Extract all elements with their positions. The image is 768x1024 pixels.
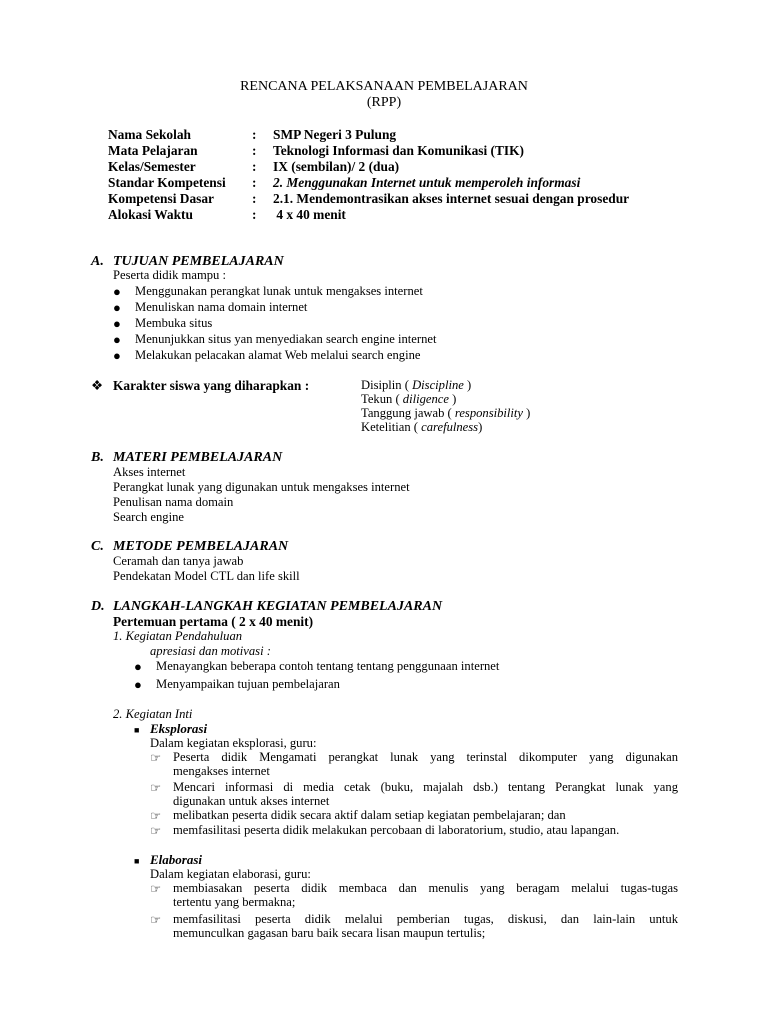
- section-letter: B.: [91, 450, 104, 465]
- info-colon: :: [252, 159, 257, 174]
- eksplorasi-heading: Eksplorasi: [150, 721, 208, 736]
- inti-title: 2. Kegiatan Inti: [113, 707, 193, 721]
- info-label: Alokasi Waktu: [108, 207, 193, 222]
- info-label: Kelas/Semester: [108, 159, 196, 174]
- section-title: MATERI PEMBELAJARAN: [113, 450, 283, 465]
- bullet-icon: ●: [113, 316, 121, 331]
- doc-subtitle: (RPP): [366, 95, 402, 110]
- pendahuluan-title: 1. Kegiatan Pendahuluan: [113, 629, 243, 643]
- bullet-icon: ●: [113, 332, 121, 347]
- square-bullet-icon: ■: [134, 856, 140, 866]
- list-item: ☞ Mencari informasi di media cetak (buku, majalah dsb.) tentang Perangkat lunak yang digunakan untuk akses internet: [150, 780, 678, 808]
- info-colon: :: [252, 175, 257, 190]
- info-label: Standar Kompetensi: [108, 175, 226, 190]
- info-label: Mata Pelajaran: [108, 143, 198, 158]
- list-item: ☞ melibatkan peserta didik secara aktif dalam setiap kegiatan pembelajaran; dan: [150, 808, 566, 823]
- list-item: ☞ memfasilitasi peserta didik melakukan percobaan di laboratorium, studio, atau lapangan.: [150, 823, 620, 838]
- section-letter: C.: [91, 539, 104, 554]
- bullet-icon: ●: [134, 659, 142, 674]
- pointing-hand-icon: ☞: [150, 882, 162, 896]
- list-item: ☞ memfasilitasi peserta didik melalui pemberian tugas, diskusi, dan lain-lain untuk memunculkan gagasan baru baik secara lisan maupun tertulis;: [150, 912, 678, 940]
- pointing-hand-icon: ☞: [150, 781, 162, 795]
- info-label: Kompetensi Dasar: [108, 191, 215, 206]
- bullet-icon: ●: [113, 284, 121, 299]
- info-value: 4 x 40 menit: [273, 207, 346, 222]
- section-letter: A.: [91, 254, 104, 269]
- info-colon: :: [252, 143, 257, 158]
- list-item: Search engine: [113, 510, 184, 524]
- list-item: Ceramah dan tanya jawab: [113, 554, 244, 568]
- pointing-hand-icon: ☞: [150, 913, 162, 927]
- section-letter: D.: [91, 599, 105, 614]
- section-title: TUJUAN PEMBELAJARAN: [113, 254, 284, 269]
- section-d-heading: [91, 599, 442, 615]
- eksplorasi-intro: Dalam kegiatan eksplorasi, guru:: [150, 736, 317, 750]
- list-item: ☞ Peserta didik Mengamati perangkat lunak yang terinstal dikomputer yang digunakan mengakses internet: [150, 750, 678, 778]
- karakter-label: Karakter siswa yang diharapkan :: [113, 378, 310, 393]
- pointing-hand-icon: ☞: [150, 809, 162, 823]
- doc-title: RENCANA PELAKSANAAN PEMBELAJARAN: [240, 79, 528, 94]
- document-page: RENCANA PELAKSANAAN PEMBELAJARAN (RPP) Nama Sekolah : SMP Negeri 3 Pulung Mata Pelajaran : Teknologi Informasi dan Komunikasi (TIK) Kelas/Semester : IX (sembilan)/ 2 (dua) Standar Kompetensi : 2. Menggunakan Internet untuk memperoleh informasi Kompetensi Dasar : 2.1. Mendemontrasikan akses internet sesuai dengan prosedur Alokasi Waktu : 4 x 40 menit A. TUJUAN PEMBELAJARAN Peserta didik mampu : ● Menggunakan perangkat lunak untuk mengakses internet ● Menuliskan nama domain internet ● Membuka situs ● Menunjukkan situs yan menyediakan search engine internet ● Melakukan pelacakan alamat Web melalui search engine ❖ Karakter siswa yang diharapkan : Disiplin ( Discipline ) Tekun ( diligence ) Tanggung jawab ( responsibility ) Ketelitian ( carefulness) B. MATERI PEMBELAJARAN Akses internet Perangkat lunak yang digunakan untuk mengakses internet Penulisan nama domain Search engine C. METODE PEMBELAJARAN Ceramah dan tanya jawab Pendekatan Model CTL dan life skill D. LANGKAH-LANGKAH KEGIATAN PEMBELAJARAN Pertemuan pertama ( 2 x 40 menit) 1. Kegiatan Pendahuluan apresiasi dan motivasi : ● Menayangkan beberapa contoh tentang tentang penggunaan internet ● Menyampaikan tujuan pembelajaran 2. Kegiatan Inti ■ Eksplorasi Dalam kegiatan eksplorasi, guru: ☞ Peserta didik Mengamati perangkat lunak yang terinstal dikomputer yang digunakan mengakses internet ☞ Mencari informasi di media cetak (buku, majalah dsb.) tentang Perangkat lunak yang digunakan untuk akses internet ☞ melibatkan peserta didik secara aktif dalam setiap kegiatan pembelajaran; dan ☞ memfasilitasi peserta didik melakukan percobaan di laboratorium, studio, atau lapangan. ■ Elaborasi Dalam kegiatan elaborasi, guru: ☞ membiasakan peserta didik membaca dan menulis yang beragam melalui tugas-tugas tertentu yang bermakna; ☞ memfasilitasi peserta didik melalui pemberian tugas, diskusi, dan lain-lain untuk memunculkan gagasan baru baik secara lisan maupun tertulis;: [0, 0, 768, 1024]
- bullet-icon: ●: [134, 677, 142, 692]
- list-item: Perangkat lunak yang digunakan untuk mengakses internet: [113, 480, 410, 494]
- meeting-title: Pertemuan pertama ( 2 x 40 menit): [113, 614, 314, 629]
- info-value: Teknologi Informasi dan Komunikasi (TIK): [273, 143, 525, 158]
- list-item: Pendekatan Model CTL dan life skill: [113, 569, 300, 583]
- info-value: 2.1. Mendemontrasikan akses internet sesuai dengan prosedur: [273, 191, 630, 206]
- list-item: Penulisan nama domain: [113, 495, 234, 509]
- bullet-icon: ●: [113, 300, 121, 315]
- karakter-item: Disiplin ( Discipline ): [361, 378, 472, 392]
- karakter-item: Ketelitian ( carefulness): [361, 420, 483, 434]
- list-item: ☞ membiasakan peserta didik membaca dan menulis yang beragam melalui tugas-tugas tertentu yang bermakna;: [150, 881, 678, 909]
- section-b-heading: [91, 450, 282, 466]
- bullet-icon: ●: [113, 348, 121, 363]
- pendahuluan-sub: apresiasi dan motivasi :: [150, 644, 271, 658]
- karakter-heading: [91, 378, 309, 394]
- section-c-heading: [91, 539, 288, 555]
- section-a-intro: Peserta didik mampu :: [113, 268, 226, 282]
- list-item: Akses internet: [113, 465, 186, 479]
- elaborasi-intro: Dalam kegiatan elaborasi, guru:: [150, 867, 311, 881]
- info-value: 2. Menggunakan Internet untuk memperoleh informasi: [273, 175, 581, 190]
- diamond-bullet-icon: ❖: [91, 378, 104, 393]
- info-value: IX (sembilan)/ 2 (dua): [273, 159, 400, 174]
- pointing-hand-icon: ☞: [150, 824, 162, 838]
- info-value: SMP Negeri 3 Pulung: [273, 127, 397, 142]
- pointing-hand-icon: ☞: [150, 751, 162, 765]
- info-colon: :: [252, 127, 257, 142]
- square-bullet-icon: ■: [134, 725, 140, 735]
- info-colon: :: [252, 207, 257, 222]
- info-label: Nama Sekolah: [108, 127, 191, 142]
- info-colon: :: [252, 191, 257, 206]
- section-title: LANGKAH-LANGKAH KEGIATAN PEMBELAJARAN: [113, 599, 443, 614]
- karakter-item: Tekun ( diligence ): [361, 392, 457, 406]
- elaborasi-heading: Elaborasi: [150, 852, 203, 867]
- section-title: METODE PEMBELAJARAN: [113, 539, 289, 554]
- karakter-item: Tanggung jawab ( responsibility ): [361, 406, 531, 420]
